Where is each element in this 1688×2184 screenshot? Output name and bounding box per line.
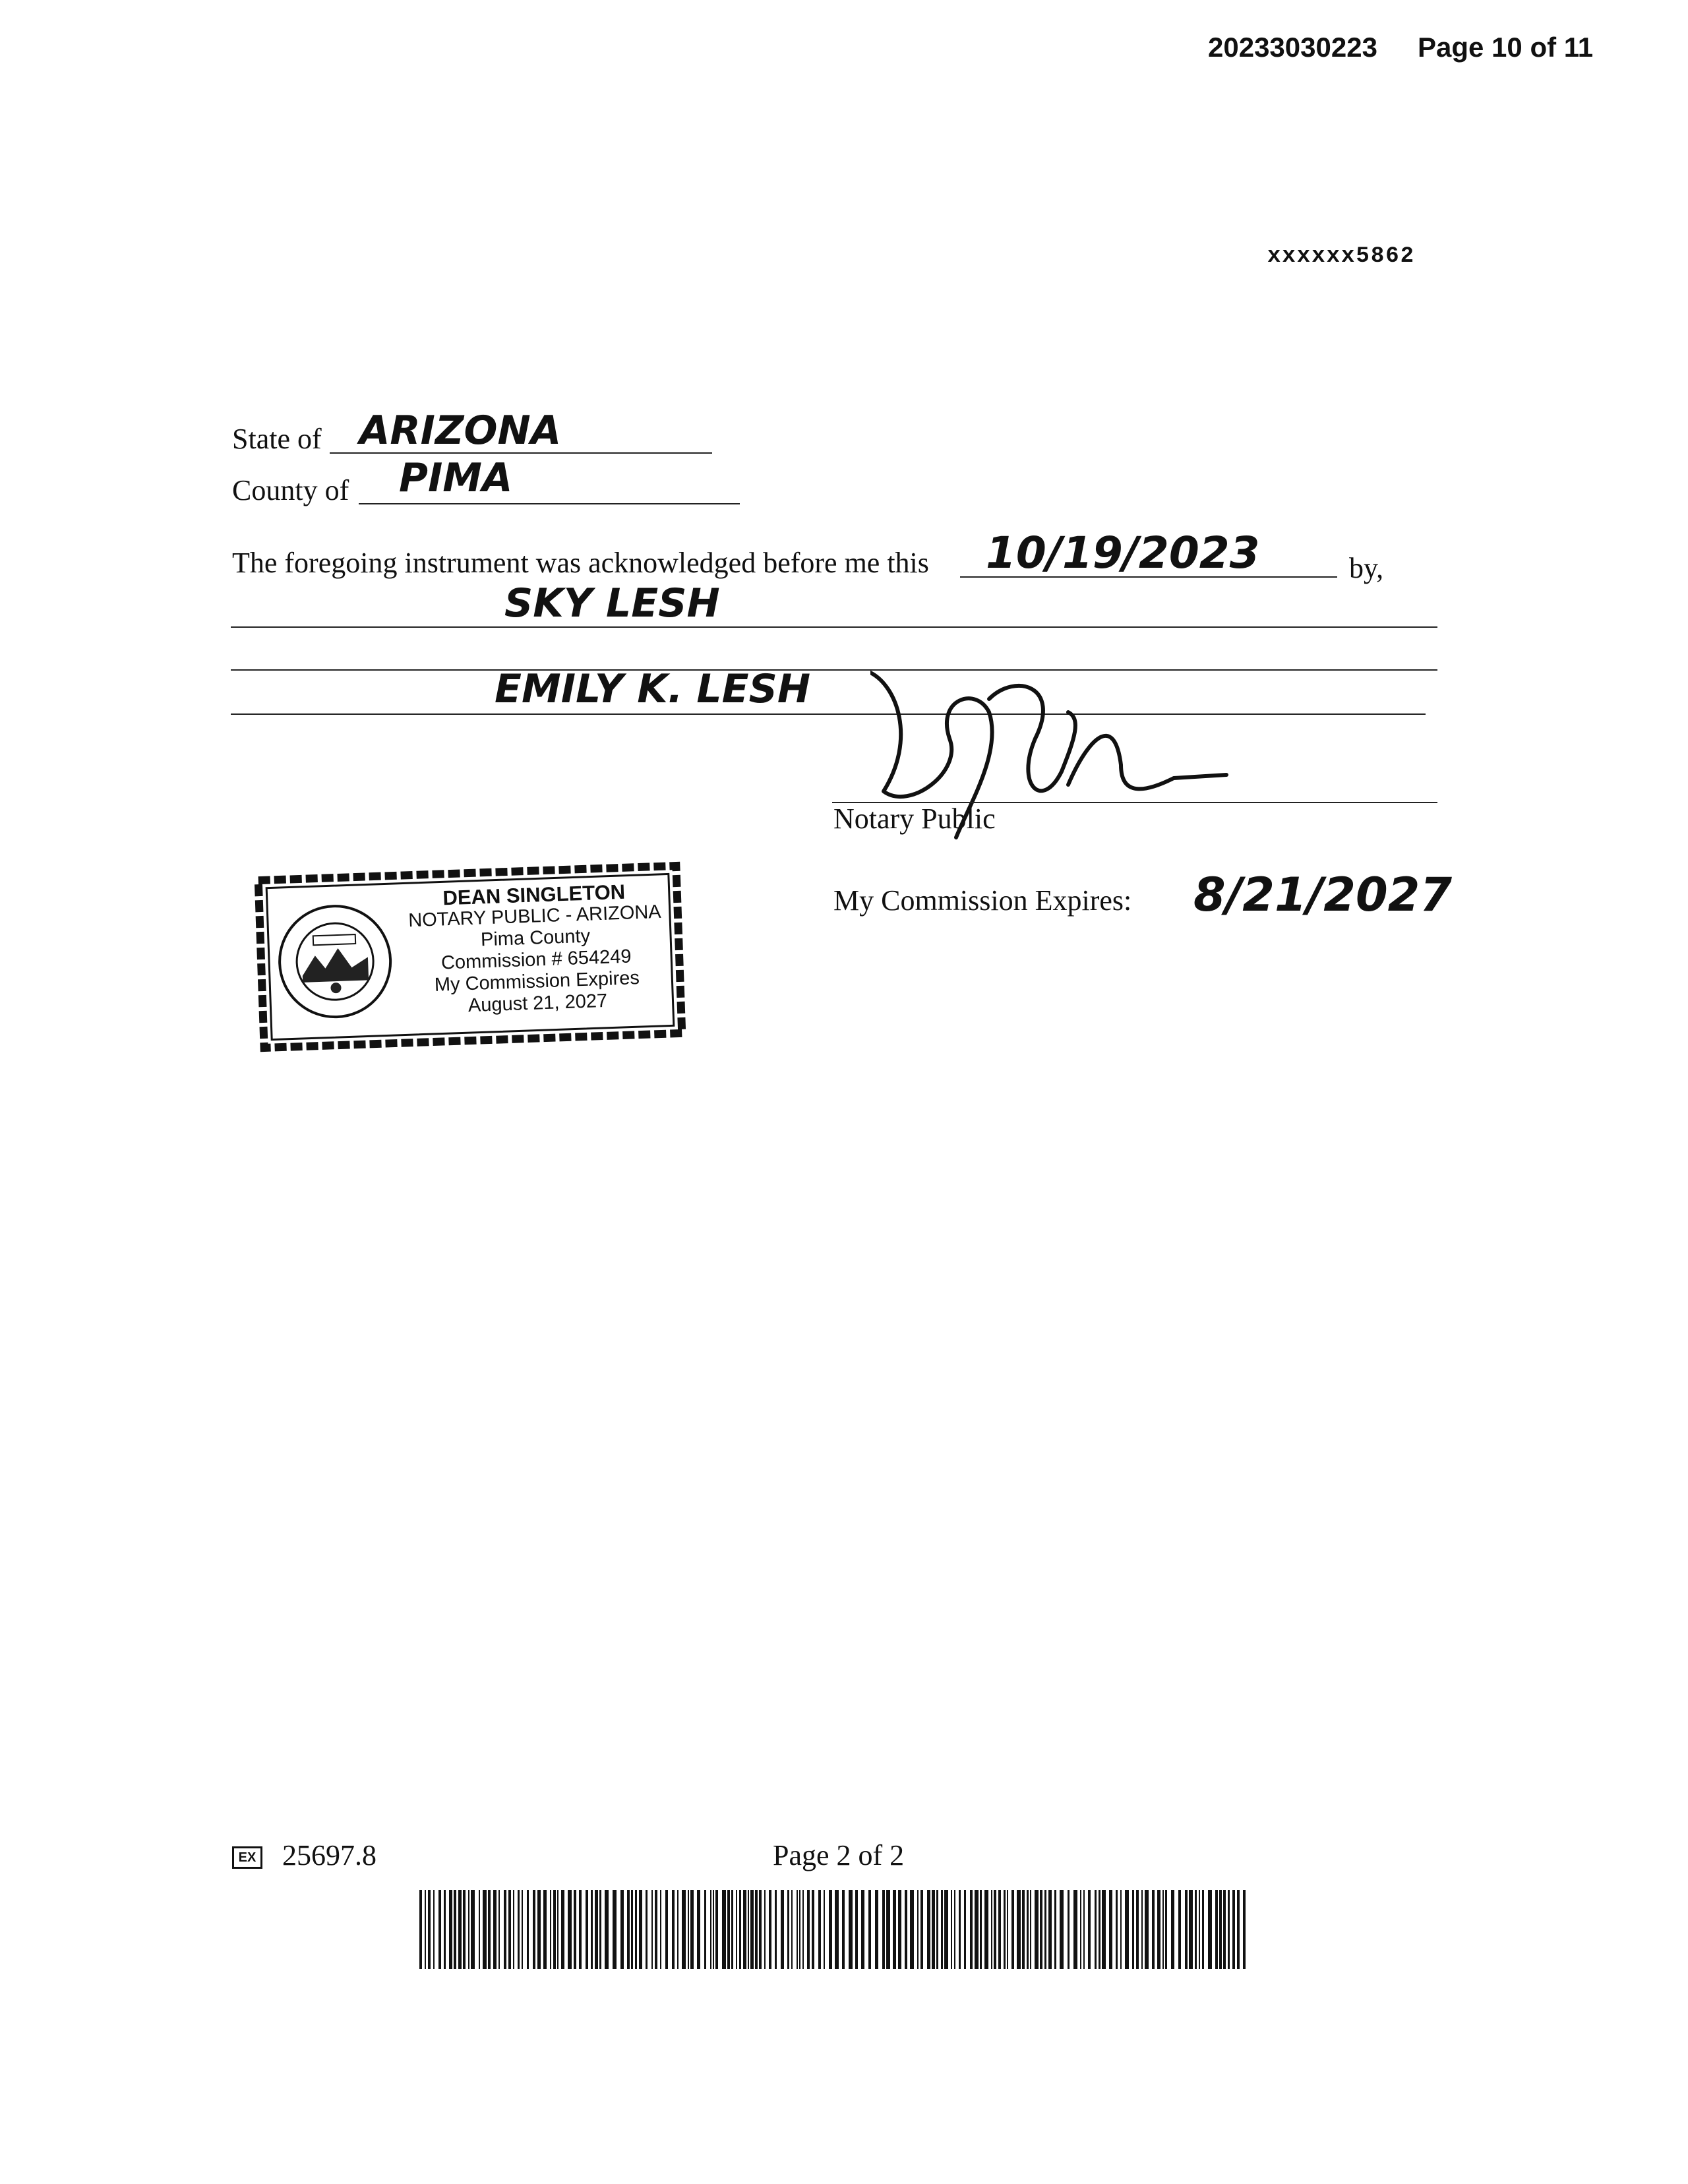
barcode-bar: [1237, 1890, 1240, 1969]
barcode-bar: [1243, 1890, 1246, 1969]
ex-number: 25697.8: [282, 1839, 377, 1871]
state-label: State of: [232, 423, 322, 455]
barcode-bar: [655, 1890, 657, 1969]
barcode-bar: [791, 1890, 793, 1969]
barcode-bar: [1007, 1890, 1008, 1969]
barcode-bar: [574, 1890, 576, 1969]
barcode-bar: [1145, 1890, 1149, 1969]
barcode-bar: [704, 1890, 706, 1969]
page-indicator: Page 10 of 11: [1418, 32, 1594, 63]
barcode-bar: [1199, 1890, 1200, 1969]
barcode-bar: [568, 1890, 572, 1969]
barcode-bar: [518, 1890, 520, 1969]
barcode-bar: [468, 1890, 469, 1969]
barcode-bar: [1030, 1890, 1031, 1969]
barcode-bar: [1208, 1890, 1212, 1969]
barcode-bar: [533, 1890, 535, 1969]
barcode-bar: [605, 1890, 609, 1969]
barcode-bar: [849, 1890, 853, 1969]
document-number: 20233030223: [1208, 32, 1377, 63]
barcode-bar: [651, 1890, 653, 1969]
barcode-bar: [941, 1890, 943, 1969]
commission-expires-handwritten: 8/21/2027: [1193, 868, 1453, 922]
ex-icon: EX: [232, 1846, 262, 1869]
barcode-bar: [433, 1890, 435, 1969]
barcode-bar: [713, 1890, 714, 1969]
barcode-bar: [1054, 1890, 1056, 1969]
barcode-bar: [875, 1890, 878, 1969]
barcode-bar: [944, 1890, 948, 1969]
barcode-bar: [697, 1890, 700, 1969]
barcode-bar: [561, 1890, 564, 1969]
signer-line-2: [231, 669, 1437, 671]
barcode-bar: [690, 1890, 694, 1969]
barcode-bar: [886, 1890, 890, 1969]
barcode-bar: [1215, 1890, 1218, 1969]
barcode-bar: [910, 1890, 914, 1969]
barcode-bar: [620, 1890, 624, 1969]
barcode-bar: [727, 1890, 730, 1969]
barcode-bar: [1088, 1890, 1091, 1969]
barcode-bar: [1120, 1890, 1122, 1969]
barcode-bar: [591, 1890, 593, 1969]
barcode-bar: [1152, 1890, 1155, 1969]
barcode-bar: [882, 1890, 885, 1969]
barcode-bar: [493, 1890, 497, 1969]
barcode-bar: [991, 1890, 992, 1969]
barcode-bar: [1073, 1890, 1077, 1969]
barcode-bar: [639, 1890, 642, 1969]
barcode-bar: [927, 1890, 930, 1969]
date-handwritten: 10/19/2023: [986, 528, 1260, 578]
barcode-bar: [932, 1890, 935, 1969]
barcode-bar: [710, 1890, 711, 1969]
barcode-bar: [613, 1890, 617, 1969]
barcode-bar: [660, 1890, 661, 1969]
barcode-bar: [1044, 1890, 1046, 1969]
barcode-bar: [522, 1890, 523, 1969]
barcode-bar: [425, 1890, 426, 1969]
barcode-bar: [483, 1890, 487, 1969]
barcode-bar: [998, 1890, 1001, 1969]
barcode-bar: [775, 1890, 777, 1969]
county-line: [359, 503, 740, 504]
barcode-bar: [1080, 1890, 1081, 1969]
barcode-bar: [1185, 1890, 1188, 1969]
barcode-bar: [1189, 1890, 1193, 1969]
barcode-bar: [1116, 1890, 1118, 1969]
barcode-bar: [807, 1890, 810, 1969]
barcode-bar: [797, 1890, 798, 1969]
barcode-bar: [829, 1890, 832, 1969]
barcode-bar: [479, 1890, 480, 1969]
barcode-bar: [975, 1890, 979, 1969]
barcode-bar: [471, 1890, 475, 1969]
barcode-bar: [553, 1890, 556, 1969]
barcode-bar: [438, 1890, 441, 1969]
barcode-bar: [739, 1890, 741, 1969]
barcode-bar: [781, 1890, 784, 1969]
barcode-bar: [1017, 1890, 1021, 1969]
barcode: [419, 1890, 1250, 1969]
barcode-bar: [1040, 1890, 1042, 1969]
stamp-title: NOTARY PUBLIC - ARIZONA: [407, 901, 662, 932]
barcode-bar: [444, 1890, 446, 1969]
barcode-bar: [868, 1890, 871, 1969]
barcode-bar: [595, 1890, 598, 1969]
barcode-bar: [550, 1890, 551, 1969]
barcode-bar: [1232, 1890, 1235, 1969]
barcode-bar: [970, 1890, 973, 1969]
barcode-bar: [855, 1890, 858, 1969]
barcode-bar: [1141, 1890, 1143, 1969]
barcode-bar: [682, 1890, 686, 1969]
barcode-bar: [1125, 1890, 1129, 1969]
barcode-bar: [1162, 1890, 1164, 1969]
commission-expires-label: My Commission Expires:: [833, 884, 1132, 917]
barcode-bar: [818, 1890, 821, 1969]
barcode-bar: [1202, 1890, 1204, 1969]
barcode-bar: [1132, 1890, 1134, 1969]
barcode-bar: [1060, 1890, 1064, 1969]
stamp-expires-date: August 21, 2027: [467, 990, 608, 1017]
barcode-bar: [599, 1890, 601, 1969]
barcode-bar: [1102, 1890, 1106, 1969]
county-label: County of: [232, 474, 349, 506]
barcode-bar: [458, 1890, 462, 1969]
state-seal-icon: [274, 900, 396, 1023]
barcode-bar: [635, 1890, 637, 1969]
barcode-bar: [1048, 1890, 1052, 1969]
barcode-bar: [842, 1890, 845, 1969]
barcode-bar: [1027, 1890, 1029, 1969]
barcode-bar: [748, 1890, 749, 1969]
barcode-bar: [917, 1890, 919, 1969]
signer-1-handwritten: SKY LESH: [504, 580, 720, 626]
barcode-bar: [1099, 1890, 1100, 1969]
barcode-bar: [736, 1890, 737, 1969]
barcode-bar: [959, 1890, 961, 1969]
barcode-bar: [1178, 1890, 1181, 1969]
barcode-bar: [984, 1890, 988, 1969]
barcode-bar: [672, 1890, 675, 1969]
barcode-bar: [627, 1890, 630, 1969]
barcode-bar: [994, 1890, 996, 1969]
stamp-commission-number: Commission # 654249: [440, 946, 632, 974]
signer-line-3: [231, 713, 1426, 715]
barcode-bar: [1068, 1890, 1070, 1969]
barcode-bar: [731, 1890, 733, 1969]
state-handwritten: ARIZONA: [359, 408, 562, 454]
barcode-bar: [802, 1890, 804, 1969]
barcode-bar: [1022, 1890, 1025, 1969]
barcode-bar: [463, 1890, 466, 1969]
barcode-bar: [1223, 1890, 1226, 1969]
barcode-bar: [1157, 1890, 1160, 1969]
barcode-bar: [677, 1890, 678, 1969]
barcode-bar: [715, 1890, 718, 1969]
barcode-bar: [980, 1890, 982, 1969]
stamp-notary-name: DEAN SINGLETON: [442, 880, 626, 910]
reference-number: xxxxxx5862: [1267, 244, 1416, 269]
notary-public-label: Notary Public: [833, 803, 996, 835]
signer-2-handwritten: EMILY K. LESH: [495, 666, 811, 712]
barcode-bar: [787, 1890, 789, 1969]
barcode-bar: [1219, 1890, 1222, 1969]
barcode-bar: [799, 1890, 800, 1969]
barcode-bar: [1228, 1890, 1230, 1969]
barcode-bar: [1109, 1890, 1112, 1969]
barcode-bar: [449, 1890, 452, 1969]
barcode-bar: [812, 1890, 814, 1969]
barcode-bar: [954, 1890, 955, 1969]
barcode-bar: [936, 1890, 938, 1969]
barcode-bar: [1083, 1890, 1085, 1969]
barcode-bar: [488, 1890, 491, 1969]
acknowledgment-text: The foregoing instrument was acknowledged before me this: [232, 547, 929, 579]
stamp-expires-label: My Commission Expires: [434, 967, 640, 996]
barcode-bar: [835, 1890, 839, 1969]
barcode-bar: [454, 1890, 456, 1969]
barcode-bar: [769, 1890, 771, 1969]
barcode-bar: [898, 1890, 901, 1969]
barcode-bar: [419, 1890, 422, 1969]
barcode-bar: [759, 1890, 762, 1969]
barcode-bar: [1011, 1890, 1014, 1969]
barcode-bar: [1035, 1890, 1039, 1969]
barcode-bar: [428, 1890, 431, 1969]
barcode-bar: [722, 1890, 726, 1969]
barcode-bar: [920, 1890, 923, 1969]
barcode-bar: [586, 1890, 588, 1969]
barcode-bar: [1195, 1890, 1197, 1969]
barcode-bar: [646, 1890, 648, 1969]
notary-stamp: [253, 861, 687, 1054]
barcode-bar: [665, 1890, 668, 1969]
barcode-bar: [861, 1890, 864, 1969]
barcode-bar: [1095, 1890, 1097, 1969]
barcode-bar: [631, 1890, 633, 1969]
barcode-bar: [1136, 1890, 1139, 1969]
signer-line-1: [231, 626, 1437, 628]
barcode-bar: [750, 1890, 754, 1969]
barcode-bar: [951, 1890, 952, 1969]
barcode-bar: [1171, 1890, 1174, 1969]
barcode-bar: [824, 1890, 825, 1969]
county-handwritten: PIMA: [399, 455, 513, 501]
barcode-bar: [905, 1890, 907, 1969]
barcode-bar: [893, 1890, 896, 1969]
barcode-bar: [764, 1890, 766, 1969]
barcode-bar: [1004, 1890, 1006, 1969]
barcode-bar: [557, 1890, 558, 1969]
barcode-bar: [755, 1890, 758, 1969]
stamp-county: Pima County: [480, 925, 591, 951]
barcode-bar: [579, 1890, 582, 1969]
barcode-bar: [743, 1890, 746, 1969]
barcode-bar: [504, 1890, 506, 1969]
footer-page-indicator: Page 2 of 2: [773, 1839, 905, 1871]
barcode-bar: [537, 1890, 541, 1969]
barcode-bar: [1165, 1890, 1167, 1969]
barcode-bar: [508, 1890, 511, 1969]
barcode-bar: [527, 1890, 529, 1969]
barcode-bar: [964, 1890, 966, 1969]
by-text: by,: [1349, 552, 1384, 584]
barcode-bar: [688, 1890, 689, 1969]
barcode-bar: [513, 1890, 514, 1969]
barcode-bar: [498, 1890, 500, 1969]
barcode-bar: [543, 1890, 547, 1969]
